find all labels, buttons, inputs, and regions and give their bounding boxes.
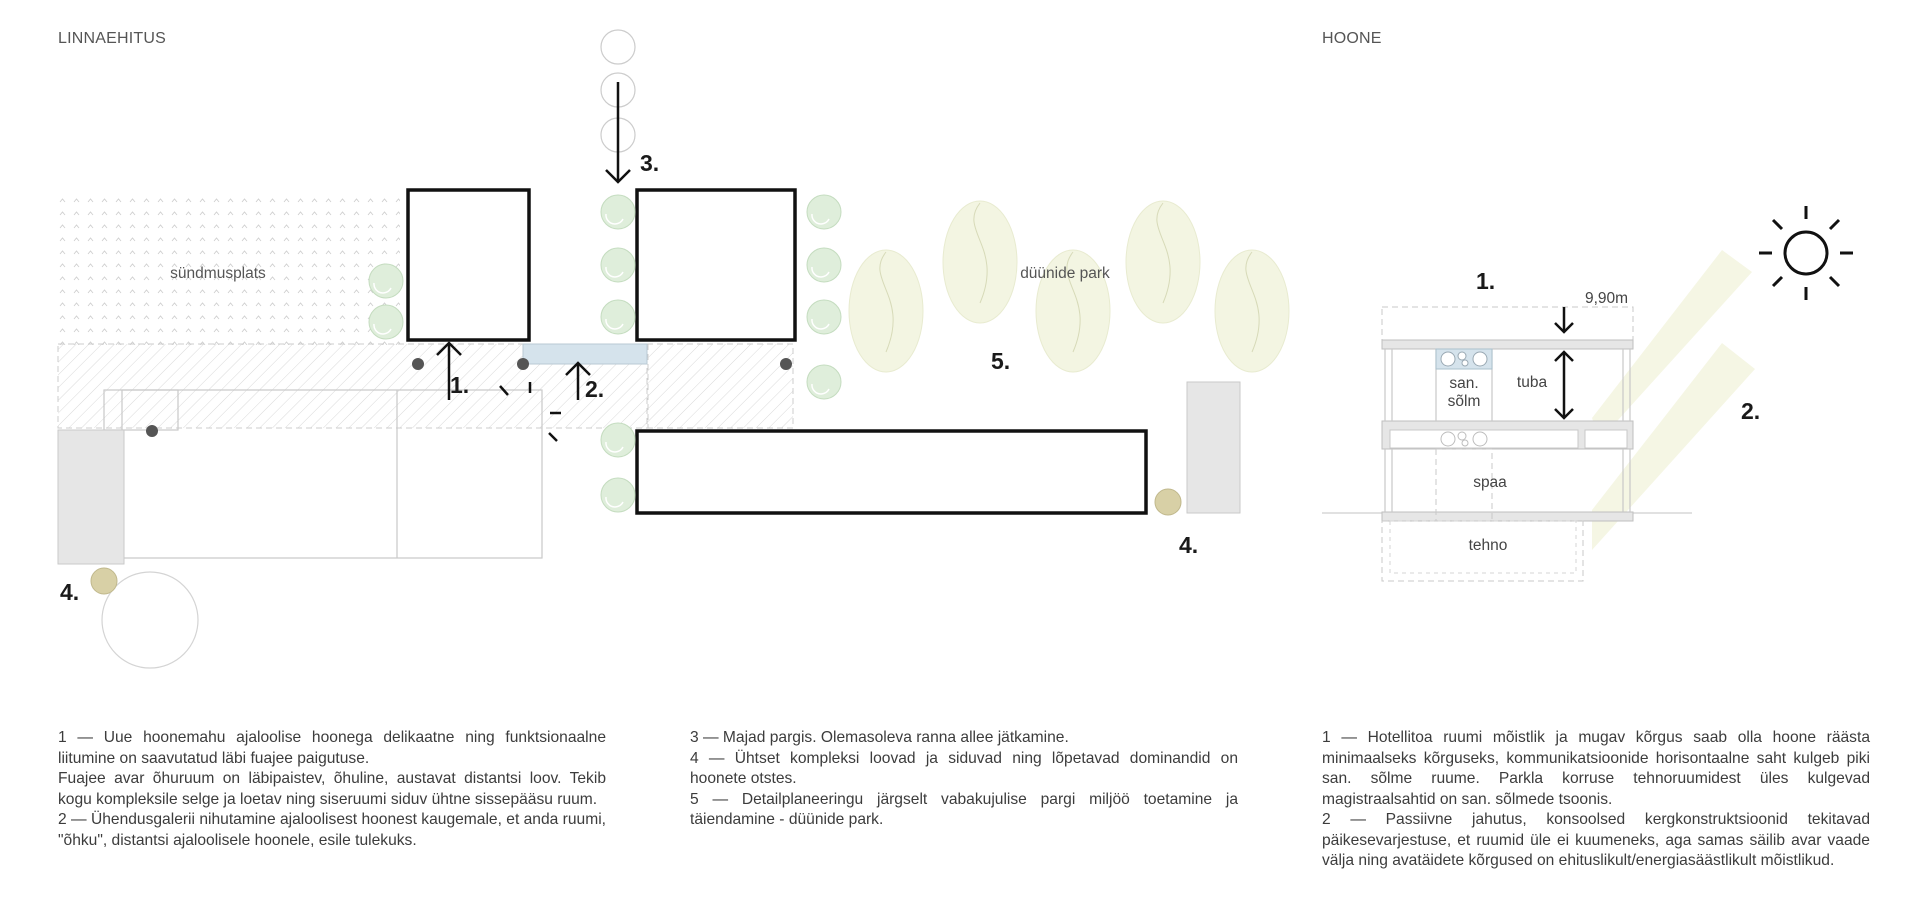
- height-arrow-roof: [1555, 307, 1573, 332]
- caption-paragraph: 1 — Uue hoonemahu ajaloolise hoonega delikaatne ning funktsionaalne liitumine on saavutatud läbi fuajee paigutuse.: [58, 729, 606, 767]
- room-spaa: spaa: [1473, 474, 1507, 491]
- arrow-3: [606, 82, 630, 182]
- caption-column-1: [58, 728, 606, 851]
- glass-passage: [523, 344, 647, 364]
- foyer-hatch-right: [647, 344, 793, 428]
- caption-paragraph: 4 — Ühtset kompleksi loovad ja siduvad ning lõpetavad dominandid on hoonete otstes.: [690, 749, 1238, 787]
- new-volume-1: [408, 190, 529, 340]
- roof-zone: [1382, 307, 1633, 340]
- accent-tree-right: [1155, 489, 1181, 515]
- section-title: HOONE: [1322, 30, 1382, 47]
- new-volume-long: [637, 431, 1146, 513]
- marker-4-right: 4.: [1179, 532, 1199, 558]
- dune-park-label: düünide park: [1020, 265, 1110, 282]
- caption-paragraph: 2 — Passiivne jahutus, konsoolsed kergkonstruktsioonid tekitavad päikesevarjestuse, et ruumid üle ei kuumeneks, aga samas säilib avar vaade välja ning avatäidete kõrgused on ehituslikult/energiasäästlikult mõistlikud.: [1322, 811, 1870, 869]
- height-arrow-room: [1555, 352, 1573, 418]
- caption-paragraph: 3 — Majad pargis. Olemasoleva ranna allee jätkamine.: [690, 729, 1069, 746]
- room-san-line2: sõlm: [1447, 393, 1481, 410]
- new-volume-2: [637, 190, 795, 340]
- site-plan: [58, 30, 1289, 668]
- caption-paragraph: 1 — Hotellitoa ruumi mõistlik ja mugav kõrgus saab olla hoone räästa minimaalseks kõrguseks, kommunikatsioonide horisontaalne saht kulgeb piki san. sõlme ruume. Parkla korruse tehnoruumidest üles kulgevad magistraalsahtid on san. sõlmede tsoonis.: [1322, 729, 1870, 808]
- round-plaza: [102, 572, 198, 668]
- dune-park-trees: [849, 201, 1289, 372]
- event-square-label: sündmusplats: [170, 265, 266, 282]
- height-label: 9,90m: [1585, 290, 1629, 307]
- sun-icon: [1759, 206, 1853, 300]
- caption-column-3: [1322, 728, 1870, 872]
- roof-slab: [1382, 340, 1633, 349]
- marker-5: 5.: [991, 348, 1011, 374]
- ground-slab: [1382, 512, 1633, 521]
- accent-tree-left: [91, 568, 117, 594]
- section-marker-1: 1.: [1476, 268, 1496, 294]
- section-marker-2: 2.: [1741, 398, 1761, 424]
- site-plan-title: LINNAEHITUS: [58, 30, 166, 47]
- building-section: [1322, 206, 1853, 581]
- room-tehno: tehno: [1468, 537, 1508, 554]
- dominant-block-right: [1187, 382, 1240, 513]
- marker-3: 3.: [640, 150, 660, 176]
- caption-paragraph: 2 — Ühendusgalerii nihutamine ajaloolisest hoonest kaugemale, et anda ruumi, "õhku", distantsi ajaloolisele hoonele, esile tulekuks.: [58, 811, 606, 849]
- caption-paragraph: 5 — Detailplaneeringu järgselt vabakujulise pargi miljöö toetamine ja täiendamine - düünide park.: [690, 790, 1238, 828]
- marker-4-left: 4.: [60, 579, 80, 605]
- room-tuba: tuba: [1516, 374, 1548, 391]
- room-san-line1: san.: [1449, 375, 1479, 392]
- marker-2: 2.: [585, 376, 605, 402]
- dominant-block-left: [58, 430, 124, 564]
- marker-1: 1.: [450, 372, 470, 398]
- caption-column-2: [690, 728, 1238, 831]
- caption-paragraph: Fuajee avar õhuruum on läbipaistev, õhuline, austavat distantsi loov. Tekib kogu kompleksile selge ja loetav ning siseruumi siduv ühtne sissepääsu ruum.: [58, 770, 606, 808]
